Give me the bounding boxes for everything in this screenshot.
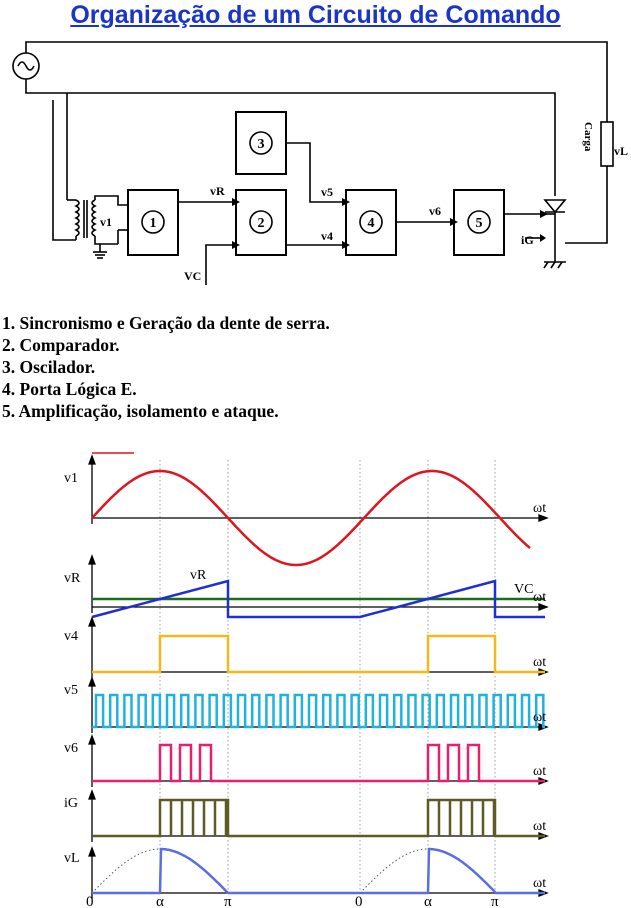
axis-arrow xyxy=(89,556,95,564)
axis-label-wt: ωt xyxy=(533,876,547,891)
legend-item: 4. Porta Lógica E. xyxy=(2,379,137,399)
trace-v5 xyxy=(92,695,545,727)
block-1-label: 1 xyxy=(149,216,157,231)
trace-v6 xyxy=(92,745,545,781)
legend-item: 2. Comparador. xyxy=(2,335,120,355)
tick-label: π xyxy=(491,894,499,908)
trace-label-ig: iG xyxy=(64,796,78,811)
trace-label-v5: v5 xyxy=(64,683,78,698)
trace-ig xyxy=(92,800,545,836)
tick-label: π xyxy=(224,894,232,908)
axis-arrow xyxy=(89,456,95,464)
signal-vl-label: vL xyxy=(614,144,629,158)
trace-label-vc: VC xyxy=(514,582,534,597)
signal-vc-label: VC xyxy=(184,269,202,283)
tick-label: 0 xyxy=(86,894,94,908)
axis-label-wt: ωt xyxy=(533,710,547,725)
axis-arrow xyxy=(89,848,95,856)
load-label: Carga xyxy=(582,122,594,152)
trace-label-vl: vL xyxy=(64,851,80,866)
block-5-label: 5 xyxy=(475,216,483,231)
signal-v6-label: v6 xyxy=(429,204,441,218)
axis-arrow xyxy=(89,678,95,686)
axis-label-wt: ωt xyxy=(533,655,547,670)
trace-vl xyxy=(92,849,545,893)
axis-label-wt: ωt xyxy=(533,819,547,834)
trace-label-v6: v6 xyxy=(64,741,78,756)
tick-label: α xyxy=(156,894,164,908)
axis-arrow xyxy=(89,618,95,626)
legend-item: 5. Amplificação, isolamento e ataque. xyxy=(2,401,279,421)
signal-v5-label: v5 xyxy=(321,185,333,199)
axis-arrow xyxy=(89,791,95,799)
page-title: Organização de um Circuito de Comando xyxy=(70,1,561,29)
signal-vr-label: vR xyxy=(210,184,225,198)
tick-label: 0 xyxy=(355,894,363,908)
axis-label-wt: ωt xyxy=(533,501,547,516)
trace-vl-dotted xyxy=(92,849,428,893)
trace-label-vr: vR xyxy=(190,568,207,583)
legend-item: 3. Oscilador. xyxy=(2,357,96,377)
block-3-label: 3 xyxy=(257,137,265,152)
signal-v4-label: v4 xyxy=(321,229,333,243)
trace-label-v4: v4 xyxy=(64,629,78,644)
block-4-label: 4 xyxy=(367,216,375,231)
block-2-label: 2 xyxy=(257,216,265,231)
tick-label: α xyxy=(424,894,432,908)
trace-label-vr-axis: vR xyxy=(64,571,81,586)
axis-label-wt: ωt xyxy=(533,590,547,605)
legend-item: 1. Sincronismo e Geração da dente de serra. xyxy=(2,313,330,333)
signal-ig-label: iG xyxy=(521,233,534,247)
trace-v4 xyxy=(92,636,545,672)
signal-v1-label: v1 xyxy=(100,215,112,229)
axis-arrow xyxy=(89,736,95,744)
axis-label-wt: ωt xyxy=(533,764,547,779)
trace-label-v1: v1 xyxy=(64,471,78,486)
